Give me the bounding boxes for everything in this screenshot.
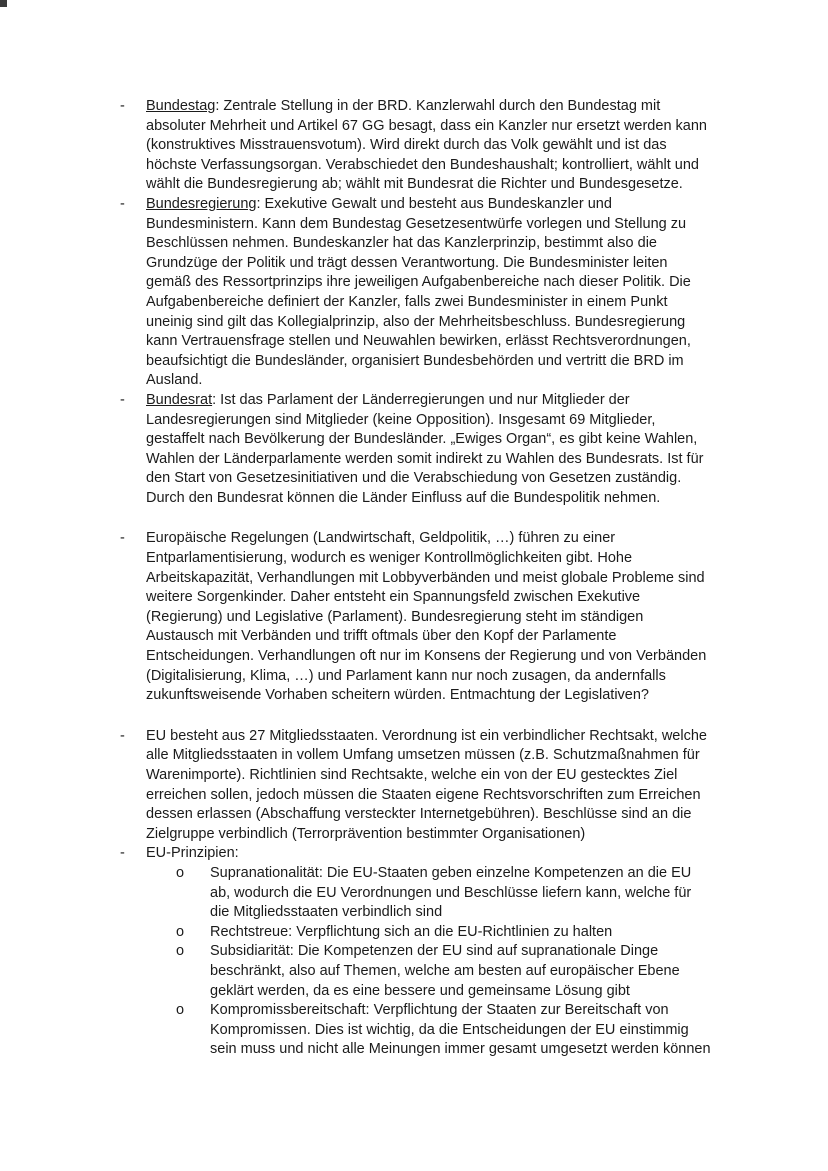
bullet-item-bundesregierung bbox=[120, 195, 712, 391]
dash-bullet-marker: - bbox=[120, 530, 125, 547]
term-bundesrat: Bundesrat bbox=[146, 391, 213, 408]
eu-prinzipien-block bbox=[146, 844, 712, 1060]
dash-bullet-marker: - bbox=[120, 195, 125, 212]
bullet-item-bundestag bbox=[120, 97, 712, 195]
paragraph-bundestag bbox=[146, 97, 712, 195]
sub-paragraph-kompromissbereitschaft: Kompromissbereitschaft: Verpflichtung der Staaten zur Bereitschaft von Kompromissen. Dies ist wichtig, da die Entscheidungen der EU einstimmig sein muss und nicht alle Meinungen immer gesamt umgesetzt werden können bbox=[210, 1002, 711, 1058]
circle-bullet-marker: o bbox=[176, 943, 185, 960]
paragraph-text: : Ist das Parlament der Länderregierungen und nur Mitglieder der Landesregierungen sind Mitglieder (keine Opposition). Insgesamt 69 Mitglieder, gestaffelt nach Bevölkerung der Bundesländer. „Ewiges Organ“, es gibt keine Wahlen, Wahlen der Länderparlamente werden somit indirekt zu Wahlen des Bundesrats. Ist für den Start von Gesetzesinitiativen und die Verabschiedung von Gesetzen zuständig. Durch den Bundesrat können die Länder Einfluss auf die Bundespolitik nehmen. bbox=[146, 391, 704, 506]
paragraph-europaeische-regelungen: Europäische Regelungen (Landwirtschaft, Geldpolitik, …) führen zu einer Entparlamentisierung, wodurch es weniger Kontrollmöglichkeiten gibt. Hohe Arbeitskapazität, Verhandlungen mit Lobbyverbänden und meist globale Probleme sind weitere Sorgenkinder. Daher entsteht ein Spannungsfeld zwischen Exekutive (Regierung) und Legislative (Parlament). Bundesregierung steht im ständigen Austausch mit Verbänden und trifft oftmals über den Kopf der Parlamente Entscheidungen. Verhandlungen oft nur im Konsens der Regierung und von Verbänden (Digitalisierung, Klima, …) und Parlament kann nur noch zusagen, da andernfalls zukunftsweisende Vorhaben scheitern würden. Entmachtung der Legislativen? bbox=[146, 530, 707, 704]
dash-bullet-marker: - bbox=[120, 727, 125, 744]
sub-paragraph-supranationalitaet: Supranationalität: Die EU-Staaten geben einzelne Kompetenzen an die EU ab, wodurch die EU Verordnungen und Beschlüsse liefern kann, welche für die Mitgliedsstaaten verbindlich sind bbox=[210, 864, 692, 921]
bullet-item-europaeische-regelungen bbox=[120, 529, 712, 705]
sub-bullet-rechtstreue bbox=[176, 923, 712, 943]
circle-bullet-marker: o bbox=[176, 1002, 185, 1019]
bullet-item-bundesrat bbox=[120, 391, 712, 509]
scan-corner-artifact bbox=[0, 0, 7, 7]
dash-bullet-marker: - bbox=[120, 98, 125, 114]
paragraph-text: : Zentrale Stellung in der BRD. Kanzlerwahl durch den Bundestag mit absoluter Mehrheit und Artikel 67 GG besagt, dass ein Kanzler nur ersetzt werden kann (konstruktives Misstrauensvotum). Wird direkt durch das Volk gewählt und ist das höchste Verfassungsorgan. Verabschiedet den Bundeshaushalt; kontrolliert, wählt und wählt die Bundesregierung ab; wählt mit Bundesrat die Richter und Bundesgesetze. bbox=[146, 98, 707, 193]
term-bundestag: Bundestag bbox=[146, 98, 216, 114]
sub-bullet-subsidiaritaet bbox=[176, 942, 712, 1001]
circle-bullet-marker: o bbox=[176, 923, 185, 940]
dash-bullet-marker: - bbox=[120, 391, 125, 408]
dash-bullet-marker: - bbox=[120, 845, 125, 862]
sub-paragraph-rechtstreue: Rechtstreue: Verpflichtung sich an die EU-Richtlinien zu halten bbox=[210, 923, 613, 940]
term-bundesregierung: Bundesregierung bbox=[146, 195, 257, 212]
paragraph-eu-rechtsakte: EU besteht aus 27 Mitgliedsstaaten. Verordnung ist ein verbindlicher Rechtsakt, welche alle Mitgliedsstaaten in vollem Umfang umsetzen müssen (z.B. Schutzmaßnahmen für Warenimporte). Richtlinien sind Rechtsakte, welche ein von der EU gestecktes Ziel erreichen sollen, jedoch müssen die Staaten eigene Rechtsvorschriften zum Erreichen dessen erlassen (Abschaffung versteckter Internetgebühren). Beschlüsse sind an die Zielgruppe verbindlich (Terrorprävention bestimmter Organisationen) bbox=[146, 727, 707, 842]
paragraph-bundesregierung bbox=[146, 195, 712, 391]
sub-bullet-kompromissbereitschaft bbox=[176, 1001, 712, 1060]
paragraph-text: : Exekutive Gewalt und besteht aus Bundeskanzler und Bundesministern. Kann dem Bundestag Gesetzesentwürfe vorlegen und Stellung zu Beschlüssen nehmen. Bundeskanzler hat das Kanzlerprinzip, bestimmt also die Grundzüge der Politik und trägt dessen Verantwortung. Die Bundesminister leiten gemäß des Ressortprinzips ihre jeweiligen Aufgabenbereiche nach dieser Politik. Die Aufgabenbereiche definiert der Kanzler, falls zwei Bundesminister in einem Punkt uneinig sind gilt das Kollegialprinzip, also der Mehrheitsbeschluss. Bundesregierung kann Vertrauensfrage stellen und Neuwahlen bewirken, erlässt Rechtsverordnungen, beaufsichtigt die Bundesländer, organisiert Bundesbehörden und vertritt die BRD im Ausland. bbox=[146, 195, 691, 389]
bullet-item-eu-rechtsakte bbox=[120, 727, 712, 845]
sub-paragraph-subsidiaritaet: Subsidiarität: Die Kompetenzen der EU sind auf supranationale Dinge beschränkt, also auf Themen, welche am besten auf europäischer Ebene geklärt werden, da es eine bessere und gemeinsame Lösung gibt bbox=[210, 943, 680, 999]
bullet-item-eu-prinzipien bbox=[120, 844, 712, 1060]
paragraph-eu-prinzipien-heading: EU-Prinzipien: bbox=[146, 845, 239, 862]
sub-bullet-supranationalitaet bbox=[176, 864, 712, 923]
circle-bullet-marker: o bbox=[176, 864, 185, 881]
paragraph-bundesrat bbox=[146, 391, 712, 509]
